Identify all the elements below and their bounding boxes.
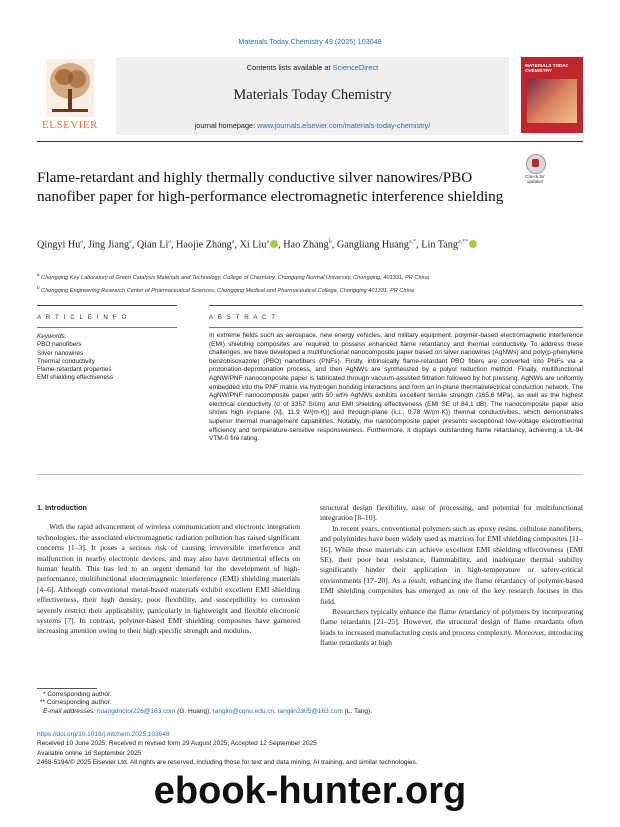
homepage-link[interactable]: www.journals.elsevier.com/materials-today-chemistry/ <box>257 121 431 130</box>
email-link[interactable]: tanglin@cqnu.edu.cn <box>212 707 275 715</box>
body-column-left <box>37 503 300 637</box>
journal-title: Materials Today Chemistry <box>233 87 392 103</box>
abstract-top-rule <box>209 305 583 306</box>
section-heading: 1. Introduction <box>37 503 87 512</box>
crossmark-icon <box>526 154 546 174</box>
paragraph: With the rapid advancement of wireless communication and electronic integration technologies, the associated electromagnetic radiation pollution has raised significant concerns [1–3]. It poses a serious risk of causing irreversible interference and malfunction in nearby electronic devices, and may also have detrimental effects on human health. This has led to an urgent demand for the development of high-performance, multifunctional electromagnetic interference (EMI) shielding materials [4–6]. Although conventional metal-based materials exhibit excellent EMI shielding effectiveness, their high density, poor flexibility, and susceptibility to corrosion severely restrict their applicability, particularly in lightweight and flexible electronic systems [7]. In contrast, polymer-based EMI shielding composites have garnered increasing attention owing to their high specific strength and modulus, <box>37 522 300 636</box>
author[interactable]: Qian Li <box>136 239 169 251</box>
author[interactable]: Lin Tang <box>421 239 458 251</box>
author-affiliation-mark[interactable]: a <box>266 239 270 245</box>
keywords-label: Keywords: <box>37 333 67 340</box>
keywords-block <box>37 333 177 383</box>
author[interactable]: Jing Jiang <box>88 239 130 251</box>
article-metadata <box>37 730 583 768</box>
article-info-heading: A R T I C L E I N F O <box>37 314 128 321</box>
body-column-right <box>320 503 583 649</box>
cover-title: MATERIALS TODAY CHEMISTRY <box>525 63 569 74</box>
author[interactable]: Gangliang Huang <box>336 239 409 251</box>
cover-image <box>527 79 577 123</box>
author-affiliation-mark[interactable]: b <box>328 239 332 245</box>
abstract-rule <box>209 327 583 328</box>
keyword-item[interactable]: Silver nanowires <box>37 349 84 357</box>
abstract-end-rule <box>37 474 583 475</box>
corresponding-author-1: * Corresponding author. <box>43 691 112 698</box>
paragraph: Researchers typically enhance the flame retardancy of polymers by incorporating flame retardants [21–25]. However, the structural design of flame retardants often leads to increased manufacturing costs and process complexity. Moreover, introducing flame retardants at high <box>320 607 583 648</box>
watermark: ebook-hunter.org <box>153 770 467 812</box>
email-addresses: E-mail addresses: huangdoctor226@163.com (G. Huang), tanglin@cqnu.edu.cn, tanglin2305@163.com (L. Tang). <box>43 707 373 715</box>
journal-masthead <box>37 57 583 137</box>
check-updates-label: Check for updates <box>525 174 545 184</box>
author-affiliation-mark[interactable]: a,** <box>458 239 469 245</box>
contents-line <box>116 63 509 72</box>
keyword-item[interactable]: Flame-retardant properties <box>37 366 112 374</box>
available-online: Available online 16 September 2025 <box>37 749 142 757</box>
author[interactable]: Hao Zhang <box>283 239 329 251</box>
keyword-item[interactable]: Thermal conductivity <box>37 357 95 365</box>
affiliation-a: $^a$ Chongqing Key Laboratory of Green Catalysis Materials and Technology, College of Chemistry, Chongqing Normal University, Chongqing, 401331, PR China <box>37 272 429 281</box>
received-dates: Received 10 June 2025; Received in revised form 29 August 2025; Accepted 12 September 2025 <box>37 740 317 748</box>
sciencedirect-link[interactable]: ScienceDirect <box>332 63 379 72</box>
author-list: Qingyi Hu$^a$, Jing Jiang$^a$, Qian Li$^a$, Haojie Zhang$^a$, Xi Liu$^a$ , Hao Zhang$^b$, Gangliang Huang$^{a,*}$, Lin Tang$^{a,**}$ <box>37 235 537 252</box>
abstract-heading: A B S T R A C T <box>209 314 277 321</box>
info-rule <box>37 327 177 328</box>
orcid-icon[interactable] <box>469 240 477 248</box>
footnote-rule <box>37 688 97 689</box>
journal-cover[interactable] <box>521 57 583 133</box>
author-affiliation-mark[interactable]: a <box>80 239 83 245</box>
paragraph: In recent years, conventional polymers such as epoxy resins, cellulose nanofibers, and polyimides have been widely used as matrices for EMI shielding composites [11–16]. While these materials can achieve excellent EMI shielding effectiveness (EMI SE), their poor heat resistance, flammability, and inadequate thermal stability significantly hinder their application in high-temperature or safety-critical environments [17–20]. As a result, enhancing the flame retardancy of polymer-based EMI shielding composites has emerged as one of the key research focuses in this field. <box>320 523 583 606</box>
email-link[interactable]: huangdoctor226@163.com <box>96 707 176 715</box>
author-affiliation-mark[interactable]: a <box>231 239 235 245</box>
publisher-name: ELSEVIER <box>42 119 98 131</box>
orcid-icon[interactable] <box>270 240 278 248</box>
email-link[interactable]: tanglin2305@163.com <box>277 707 343 715</box>
masthead-rule <box>37 141 583 142</box>
footnotes <box>37 691 583 716</box>
keyword-item[interactable]: PBO nanofibers <box>37 341 82 349</box>
paragraph: structural design flexibility, ease of processing, and potential for multifunctional integration [8–10]. <box>320 503 583 523</box>
author-affiliation-mark[interactable]: a <box>129 239 132 245</box>
author[interactable]: Qingyi Hu <box>37 239 81 251</box>
info-top-rule <box>37 305 177 306</box>
journal-homepage <box>116 121 509 130</box>
affiliations <box>37 270 583 296</box>
abstract-text: In extreme fields such as aerospace, new energy vehicles, and military equipment, polymer-based electromagnetic interference (EMI) shielding composites are required to possess enhanced flame retardancy and thermal conductivity. To address these challenges, we have developed a multifunctional nanocomposite paper based on silver nanowires (AgNWs) and poly(p-phenylene benzobisoxazole) (PBO) nanofibers (PNFs). Firstly, intrinsically flame-retardant PBO fibers are converted into PNFs via a protonation-deprotonation process, and then AgNWs are synthesized by a polyol reduction method. Finally, multifunctional AgNW/PNF nanocomposite paper is fabricated through vacuum-assisted filtration followed by hot pressing. AgNWs are uniformly embedded into the PNF matrix via hydrogen bonding interactions and form an in-plane thermal/electrical conduction network. The AgNW/PNF nanocomposite paper with 50 wt% AgNWs exhibits excellent tensile strength (165.6 MPa), as well as the highest electrical conductivity (σ of 3357 S/cm) and EMI shielding effectiveness (EMI SE of 84.1 dB). The nanocomposite paper also shows high in-plane (λ∥, 11.9 W/(m·K)) and through-plane (λ⊥, 0.78 W/(m·K)) thermal conductivities, which demonstrates superior thermal management capabilities. Notably, the nanocomposite paper presents exceptional low-voltage electrothermal efficiency and temperature-sensitive responsiveness. Furthermore, it displays outstanding flame retardancy, achieving a UL-94 VTM-0 fire rating. <box>209 332 583 443</box>
check-for-updates-badge[interactable] <box>517 154 553 186</box>
article-title: Flame-retardant and highly thermally conductive silver nanowires/PBO nanofiber paper for high-performance electromagnetic interference shielding <box>37 169 504 205</box>
affiliation-b: $^b$ Chongqing Engineering Research Center of Pharmaceutical Sciences, Chongqing Medical and Pharmaceutical College, Chongqing 401331, PR China <box>37 284 414 294</box>
contents-prefix: Contents lists available at <box>246 63 333 72</box>
keyword-item[interactable]: EMI shielding effectiveness <box>37 374 114 382</box>
elsevier-tree-icon <box>46 59 94 117</box>
author-affiliation-mark[interactable]: a,* <box>409 239 417 245</box>
author-affiliation-mark[interactable]: a <box>168 239 171 245</box>
corresponding-author-2: ** Corresponding author. <box>40 699 112 707</box>
homepage-label: journal homepage: <box>194 121 258 130</box>
journal-citation[interactable]: Materials Today Chemistry 49 (2025) 103048 <box>238 37 382 46</box>
author[interactable]: Xi Liu <box>239 239 267 251</box>
author[interactable]: Haojie Zhang <box>176 239 232 251</box>
doi-link[interactable]: https://doi.org/10.1016/j.mtchem.2025.103048 <box>37 731 170 738</box>
journal-info-box <box>116 57 509 135</box>
copyright: 2468-5194/© 2025 Elsevier Ltd. All rights are reserved, including those for text and data mining, AI training, and similar technologies. <box>37 759 418 767</box>
elsevier-logo[interactable] <box>37 57 103 133</box>
